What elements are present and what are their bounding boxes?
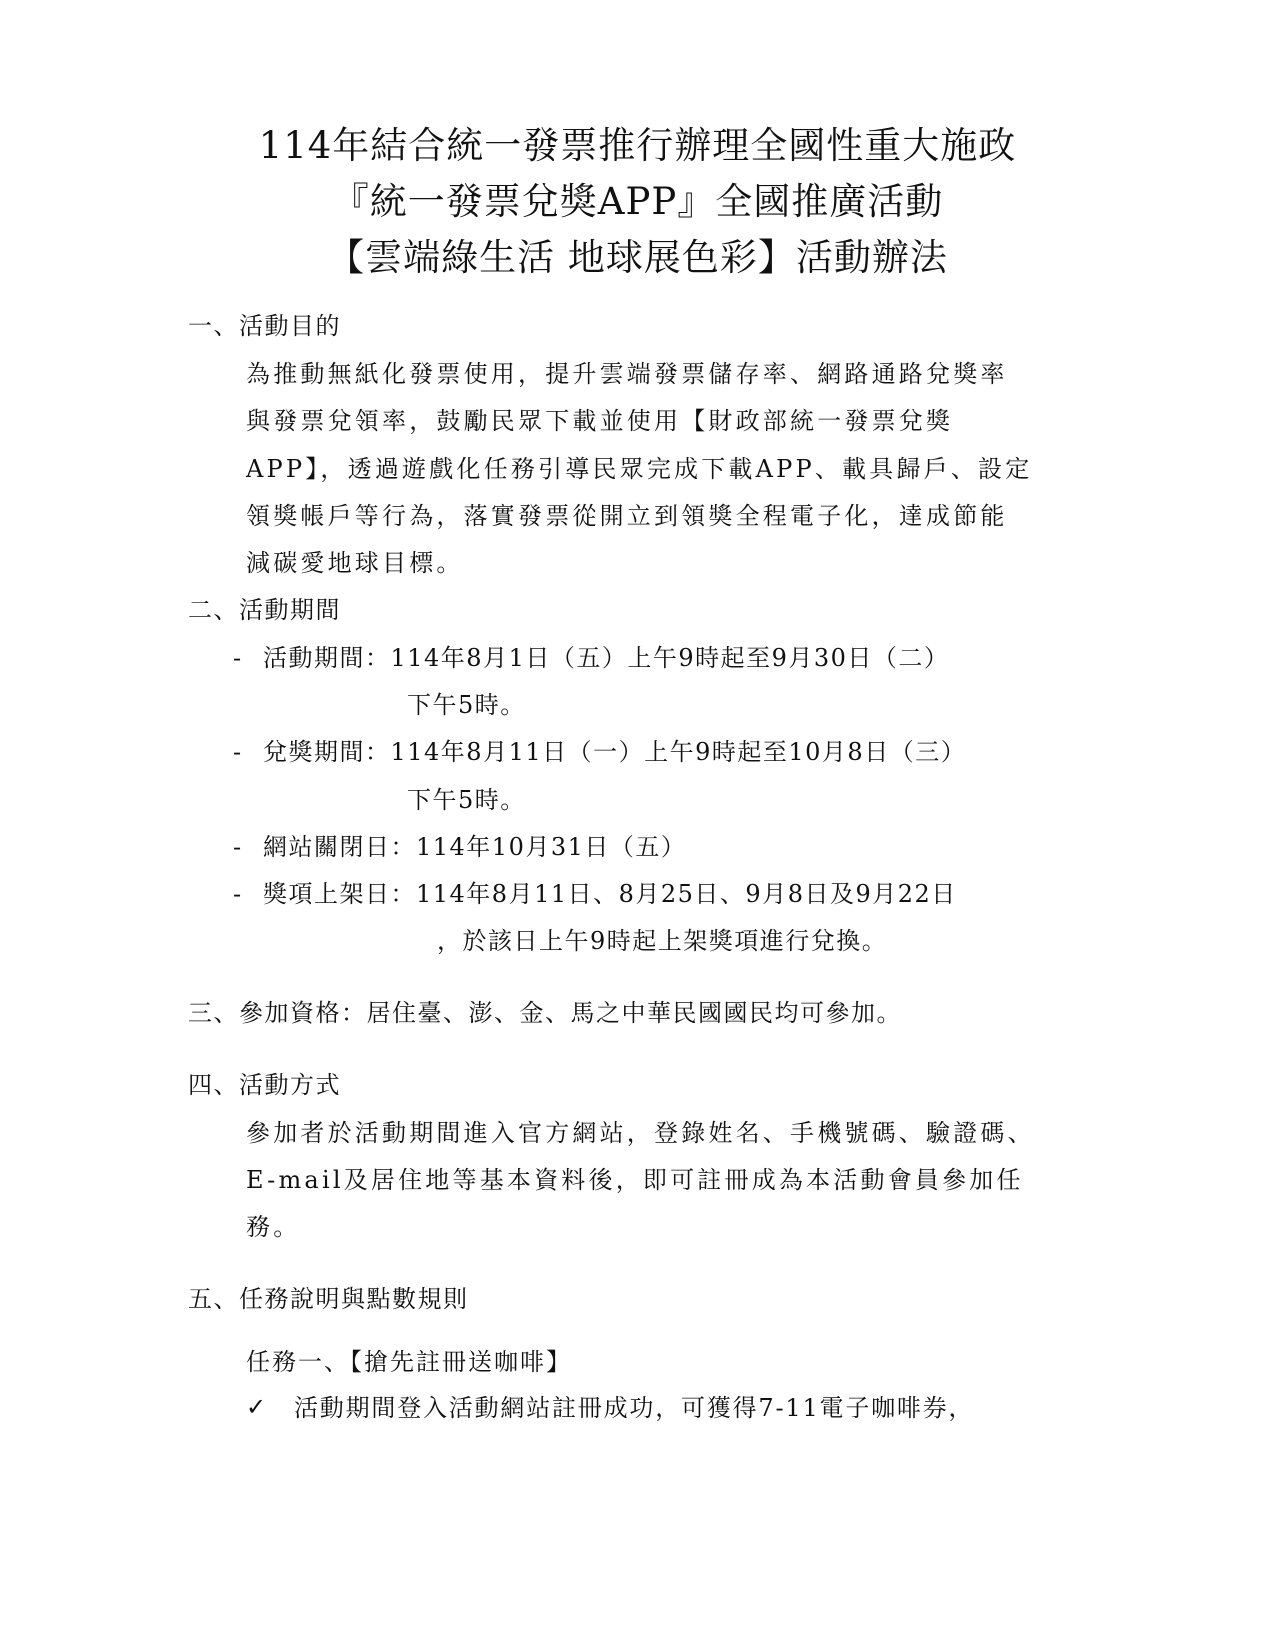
period-item-text: 活動期間：114年8月1日（五）上午9時起至9月30日（二） bbox=[263, 644, 950, 672]
section-3-line: 三、參加資格：居住臺、澎、金、馬之中華民國國民均可參加。 bbox=[188, 999, 902, 1027]
section-4-line: 參加者於活動期間進入官方網站，登錄姓名、手機號碼、驗證碼、 bbox=[246, 1119, 1035, 1147]
dash-bullet: - bbox=[233, 880, 243, 908]
section-1-line: 領獎帳戶等行為，落實發票從開立到領獎全程電子化，達成節能 bbox=[246, 502, 1008, 530]
section-1-line: APP】，透過遊戲化任務引導民眾完成下載APP、載具歸戶、設定 bbox=[246, 455, 1033, 483]
period-item-text: 獎項上架日：114年8月11日、8月25日、9月8日及9月22日 bbox=[263, 880, 957, 908]
section-1-heading: 一、活動目的 bbox=[188, 312, 341, 340]
title-line-1: 114年結合統一發票推行辦理全國性重大施政 bbox=[258, 124, 1017, 167]
document-title bbox=[0, 118, 1275, 286]
period-item bbox=[233, 830, 686, 864]
dash-bullet: - bbox=[233, 644, 243, 672]
section-4-line: E-mail及居住地等基本資料後，即可註冊成為本活動會員參加任 bbox=[246, 1166, 1024, 1194]
period-item bbox=[233, 735, 966, 769]
task-1-title: 任務一、【搶先註冊送咖啡】 bbox=[246, 1348, 572, 1376]
section-1-line: 為推動無紙化發票使用，提升雲端發票儲存率、網路通路兌獎率 bbox=[246, 360, 1008, 388]
dash-bullet: - bbox=[233, 738, 243, 766]
section-2-heading: 二、活動期間 bbox=[188, 596, 341, 624]
period-item-text: 兌獎期間：114年8月11日（一）上午9時起至10月8日（三） bbox=[263, 738, 967, 766]
period-item-text: 網站關閉日：114年10月31日（五） bbox=[263, 833, 687, 861]
title-line-2: 『統一發票兌獎APP』全國推廣活動 bbox=[331, 180, 944, 223]
dash-bullet: - bbox=[233, 833, 243, 861]
section-1-line: 與發票兌領率，鼓勵民眾下載並使用【財政部統一發票兌獎 bbox=[246, 407, 954, 435]
period-item bbox=[233, 877, 957, 911]
section-4-line: 務。 bbox=[246, 1213, 301, 1241]
period-item-continuation: 下午5時。 bbox=[407, 691, 526, 719]
period-item-continuation: 下午5時。 bbox=[407, 786, 526, 814]
period-item-continuation: ，於該日上午9時起上架獎項進行兌換。 bbox=[437, 927, 888, 955]
section-1-line: 減碳愛地球目標。 bbox=[246, 549, 464, 577]
checkmark-icon: ✓ bbox=[246, 1393, 267, 1421]
task-1-line: 活動期間登入活動網站註冊成功，可獲得7-11電子咖啡券， bbox=[294, 1394, 975, 1422]
period-item bbox=[233, 641, 949, 675]
section-4-heading: 四、活動方式 bbox=[188, 1071, 341, 1099]
section-5-heading: 五、任務說明與點數規則 bbox=[188, 1285, 469, 1313]
title-line-3: 【雲端綠生活 地球展色彩】活動辦法 bbox=[327, 236, 948, 279]
